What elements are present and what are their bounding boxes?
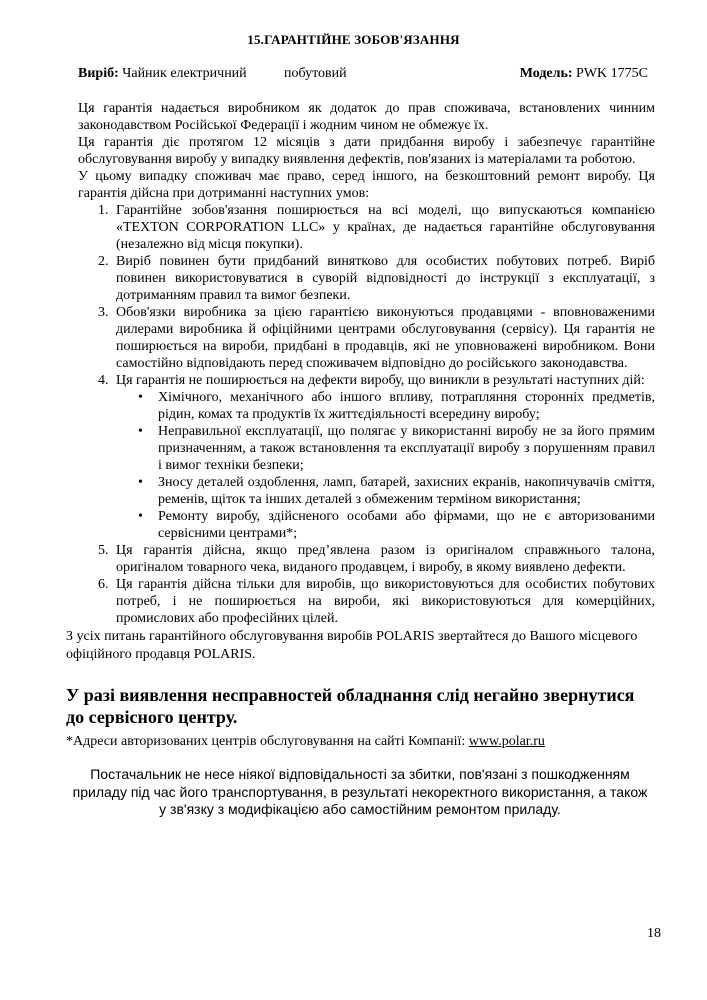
model-info xyxy=(520,66,648,82)
bullet-icon: • xyxy=(138,390,143,405)
exclusion-item: • Хімічного, механічного або іншого впливу, потрапляння сторонніх предметів, рідин, комах та продуктів їх життєдіяльності всередину виробу; xyxy=(138,390,655,422)
contact-paragraph: З усіх питань гарантійного обслуговування виробів POLARIS звертайтеся до Вашого місцевого офіційного продавця POLARIS. xyxy=(66,629,638,662)
product-type: побутовий xyxy=(284,66,347,81)
condition-item: 3. Обов'язки виробника за цією гарантією виконуються продавцями - вповноваженими дилерами виробника й офіційними центрами обслуговування (сервісу). Ця гарантія не поширюється на вироби, придбані в продавців, які не уповноважені виробником. Вони самостійно відповідають перед споживачем відповідно до російського законодавства. xyxy=(112,304,655,372)
addresses-note: *Адреси авторизованих центрів обслуговування на сайті Компанії: www.polar.ru xyxy=(66,734,545,749)
page-number: 18 xyxy=(647,926,661,941)
exclusions-list xyxy=(116,389,655,542)
intro-paragraph: Ця гарантія діє протягом 12 місяців з дати придбання виробу і забезпечує гарантійне обслуговування виробу у випадку виявлення дефектів, пов'язаних із матеріалами та роботою. xyxy=(78,135,655,167)
bullet-icon: • xyxy=(138,475,143,490)
website-link[interactable]: www.polar.ru xyxy=(468,734,545,749)
section-title: 15.ГАРАНТІЙНЕ ЗОБОВ'ЯЗАННЯ xyxy=(247,32,460,47)
service-warning: У разі виявлення несправностей обладнання слід негайно звернутися до сервісного центру. xyxy=(66,685,635,727)
condition-item: 5. Ця гарантія дійсна, якщо пред’явлена разом із оригіналом справжнього талона, оригіналом товарного чека, виданого продавцем, і виробу, в якому виявлено дефекти. xyxy=(112,542,655,576)
bullet-icon: • xyxy=(138,424,143,439)
condition-item: 6. Ця гарантія дійсна тільки для виробів, що використовуються для особистих побутових потреб, і не поширюється на вироби, які використовуються для комерційних, промислових або професійних цілей. xyxy=(112,576,655,627)
bullet-icon: • xyxy=(138,509,143,524)
model-value: PWK 1775C xyxy=(576,66,648,81)
disclaimer-line: у зв'язку з модифікацією або самостійним ремонтом приладу. xyxy=(159,801,561,817)
intro-paragraph: Ця гарантія надається виробником як додаток до прав споживача, встановлених чинним законодавством Російської Федерації і жодним чином не обмежує їх. xyxy=(78,101,655,133)
disclaimer xyxy=(70,766,650,819)
exclusion-item: • Неправильної експлуатації, що полягає у використанні виробу не за його прямим призначенням, а також встановлення та експлуатації виробу з порушенням правил і вимог техніки безпеки; xyxy=(138,424,655,473)
product-label: Виріб: xyxy=(78,66,119,81)
warranty-body xyxy=(78,100,655,627)
product-name: Чайник електричний xyxy=(122,66,247,81)
intro-paragraph: У цьому випадку споживач має право, серед іншого, на безкоштовний ремонт виробу. Ця гарантія дійсна при дотриманні наступних умов: xyxy=(78,169,655,201)
exclusion-item: • Зносу деталей оздоблення, ламп, батарей, захисних екранів, накопичувачів сміття, ременів, щіток та інших деталей з обмеженим терміном використання; xyxy=(138,475,655,507)
condition-item: 2. Виріб повинен бути придбаний винятково для особистих побутових потреб. Виріб повинен використовуватися в суворій відповідності до інструкції з експлуатації, з дотриманням правил та вимог безпеки. xyxy=(112,253,655,304)
exclusion-item: • Ремонту виробу, здійсненого особами або фірмами, що не є авторизованими сервісними центрами*; xyxy=(138,509,655,541)
disclaimer-line: приладу під час його транспортування, в результаті некоректного використання, а також xyxy=(72,783,648,800)
disclaimer-line: Постачальник не несе ніякої відповідальності за збитки, пов'язані з пошкодженням xyxy=(90,766,630,782)
product-info xyxy=(78,66,648,82)
condition-item: 1. Гарантійне зобов'язання поширюється на всі моделі, що випускаються компанією «TEXTON CORPORATION LLC» у країнах, де надається гарантійне обслуговування (незалежно від місця покупки). xyxy=(112,202,655,253)
model-label: Модель: xyxy=(519,66,573,81)
conditions-list xyxy=(78,202,655,627)
condition-item: 4. Ця гарантія не поширюється на дефекти виробу, що виникли в результаті наступних дій: • Хімічного, механічного або іншого впливу, потрапляння сторонніх предметів, рідин, комах та продуктів їх життєдіяльності всередину виробу; • Неправильної експлуатації, що полягає у використанні виробу не за його прямим призначенням, а також встановлення та експлуатації виробу з порушенням правил і вимог техніки безпеки; • Зносу деталей оздоблення, ламп, батарей, захисних екранів, накопичувачів сміття, ременів, щіток та інших деталей з обмеженим терміном використання; • Ремонту виробу, здійсненого особами або фірмами, що не є авторизованими сервісними центрами*; xyxy=(112,372,655,542)
